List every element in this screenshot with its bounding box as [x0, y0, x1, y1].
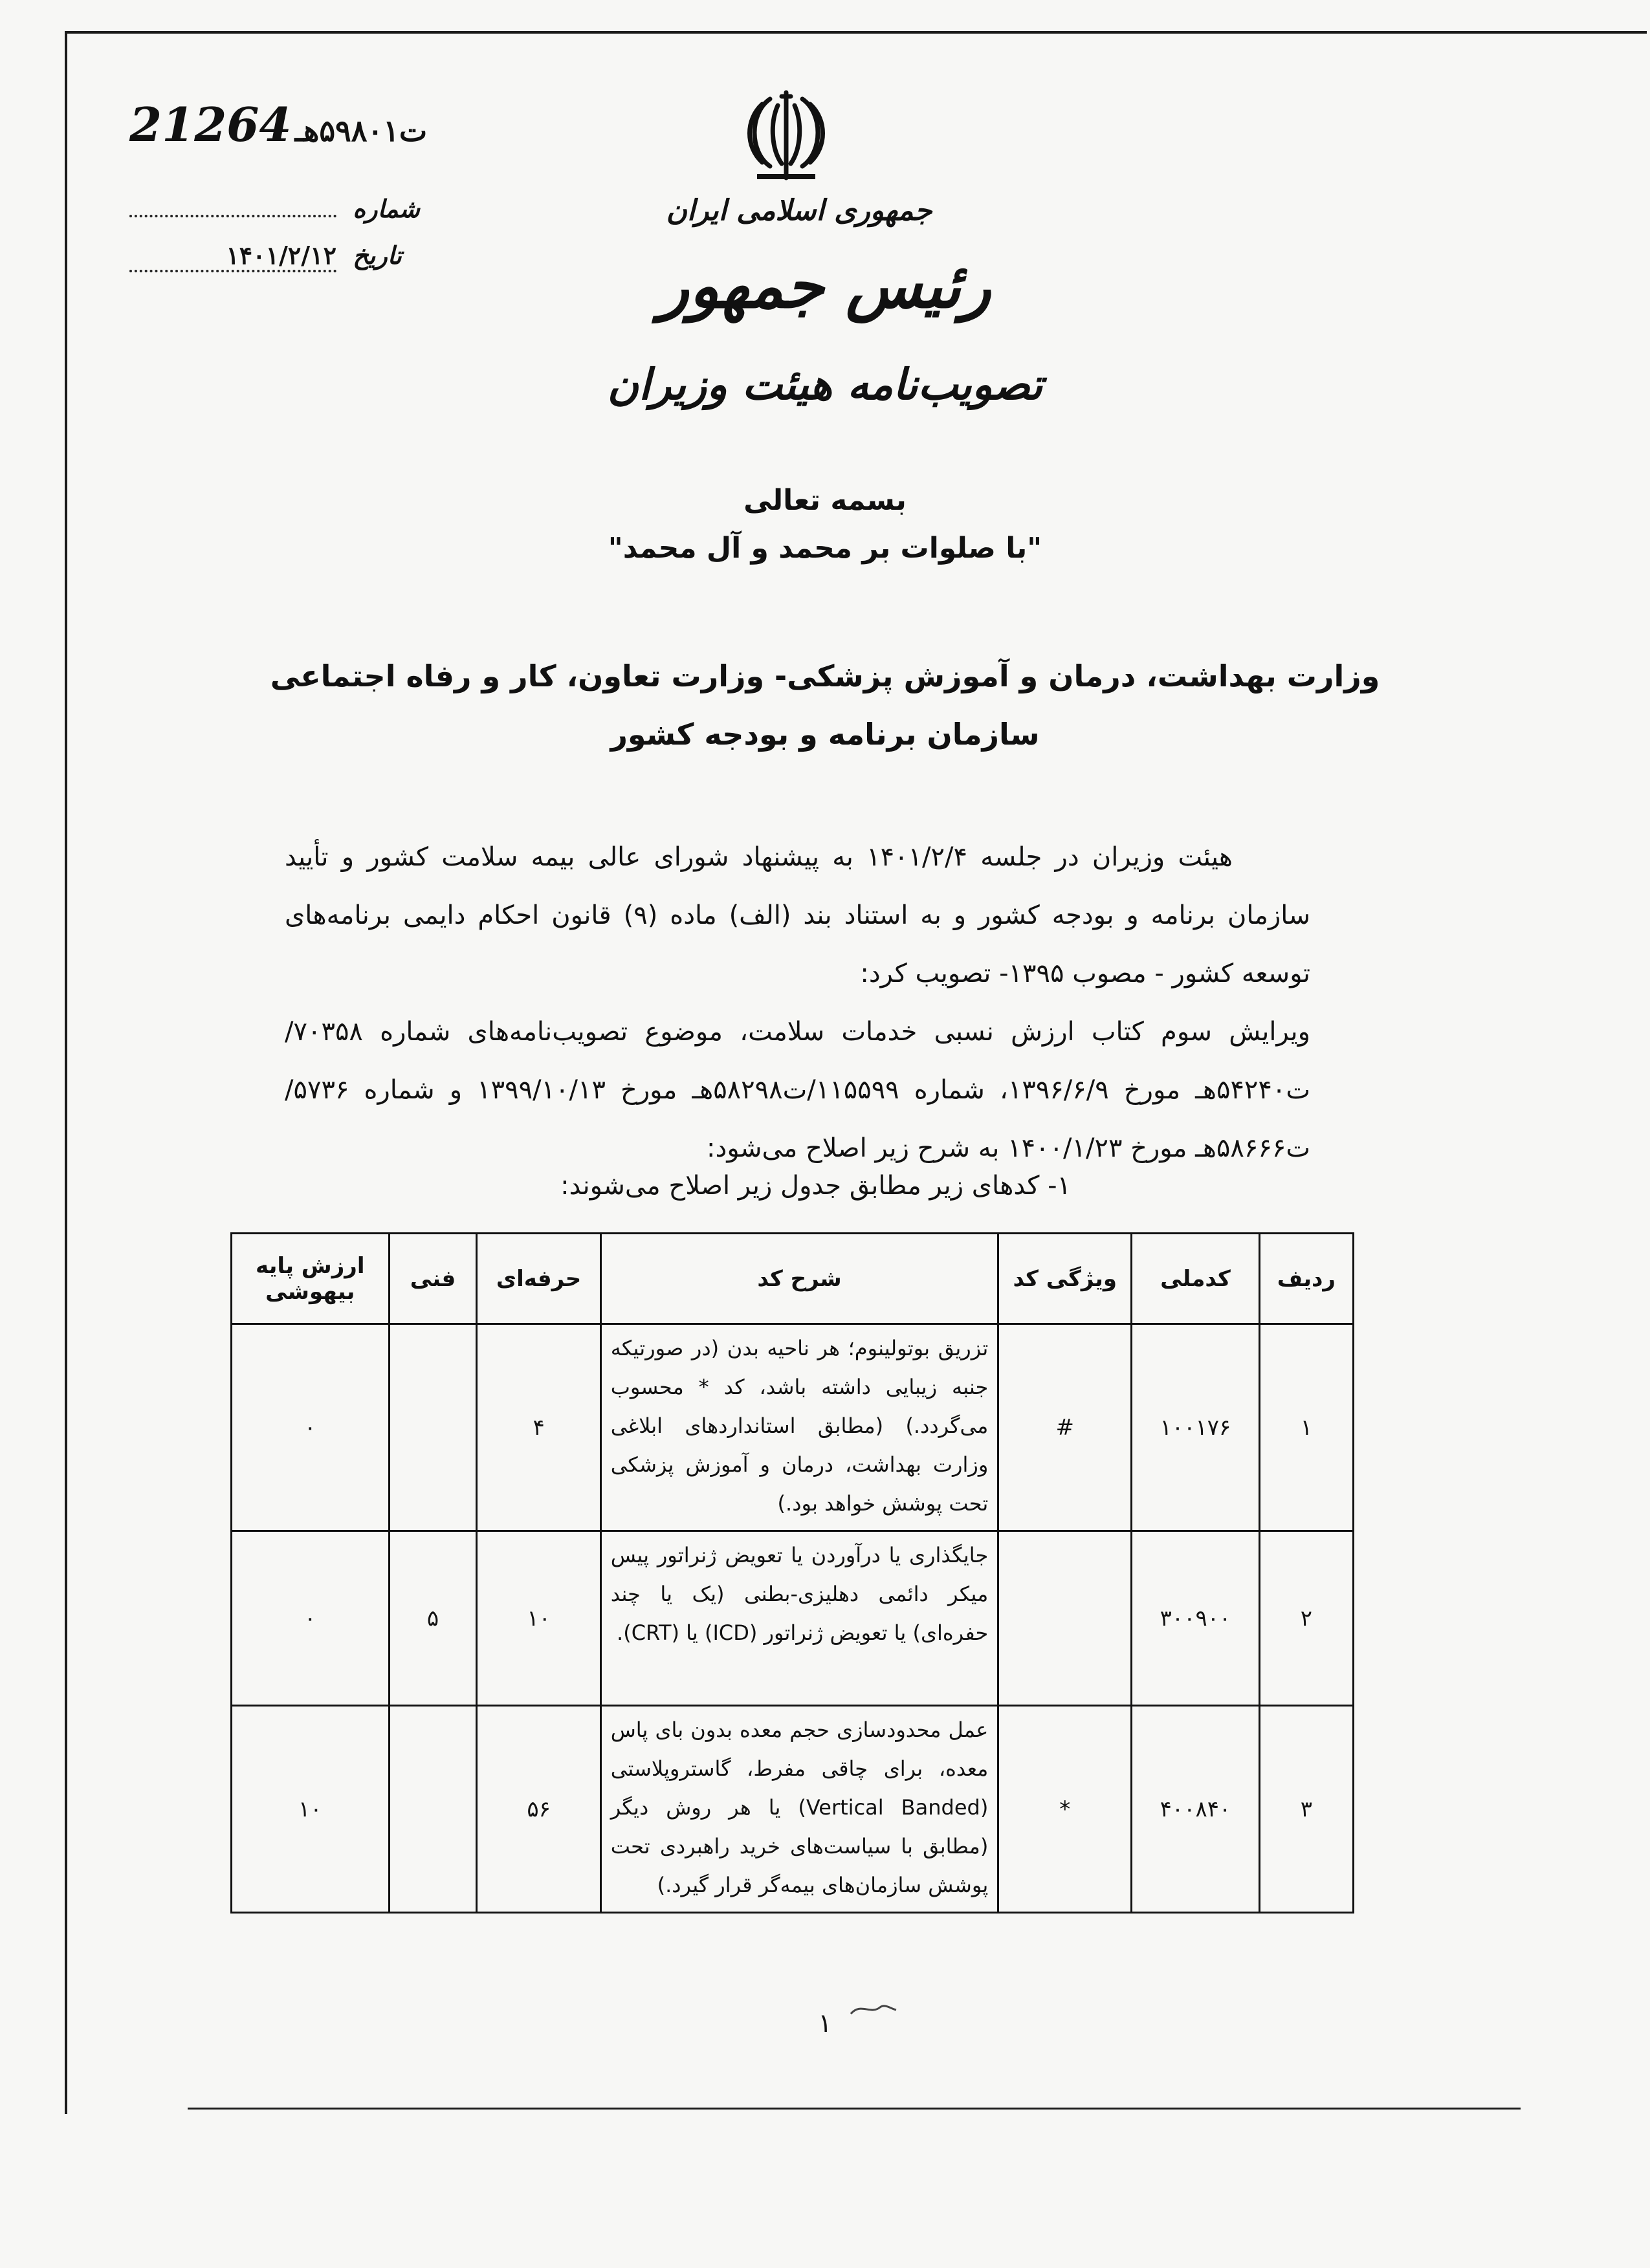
basmala: بسمه تعالی [743, 484, 907, 517]
recipients-line-1: وزارت بهداشت، درمان و آموزش پزشکی- وزارت تعاون، کار و رفاه اجتماعی [270, 659, 1380, 693]
emblem-icon [744, 87, 828, 184]
meta-date-value: ۱۴۰۱/۲/۱۲ [129, 241, 336, 272]
cell-row: ۳ [1259, 1706, 1353, 1913]
body-text [285, 828, 1310, 1177]
col-header-technical: فنی [389, 1234, 477, 1324]
cell-technical: ۵ [389, 1531, 477, 1706]
header-office: رئیس جمهور [659, 249, 991, 322]
cell-technical [389, 1706, 477, 1913]
body-paragraph-1: هیئت وزیران در جلسه ۱۴۰۱/۲/۴ به پیشنهاد شورای عالی بیمه سلامت کشور و تأیید سازمان برنامه و بودجه کشور و به استناد بند (الف) ماده (۹) قانون احکام دایمی برنامه‌های توسعه کشور - مصوب ۱۳۹۵- تصویب کرد: [285, 842, 1310, 988]
codes-table [230, 1232, 1354, 1914]
table-row [232, 1531, 1354, 1706]
col-header-anesthesia: ارزش پایه بیهوشی [232, 1234, 390, 1324]
cell-anesthesia: ۰ [232, 1531, 390, 1706]
page-border-left [65, 31, 67, 2114]
col-header-code-feature: ویژگی کد [998, 1234, 1132, 1324]
cell-description: عمل محدودسازی حجم معده بدون بای پاس معده، برای چاقی مفرط، گاستروپلاستی (Vertical Banded) یا هر روش دیگر (مطابق با سیاست‌های خرید راهبردی تحت پوشش سازمان‌های بیمه‌گر قرار گیرد.) [600, 1706, 998, 1913]
col-header-row: ردیف [1259, 1234, 1353, 1324]
header-country: جمهوری اسلامی ایران [666, 194, 932, 227]
letter-ref-big: 21264 [129, 97, 292, 152]
cell-code-feature: * [998, 1706, 1132, 1913]
col-header-professional: حرفه‌ای [477, 1234, 600, 1324]
cell-anesthesia: ۰ [232, 1324, 390, 1531]
cell-professional: ۴ [477, 1324, 600, 1531]
cell-description: جایگذاری یا درآوردن یا تعویض ژنراتور پیس میکر دائمی دهلیزی-بطنی (یک یا چند حفره‌ای) یا تعویض ژنراتور (ICD) یا (CRT). [600, 1531, 998, 1706]
body-item-1 [285, 1171, 1310, 1201]
cell-code-feature: # [998, 1324, 1132, 1531]
letter-ref-code: ت۵۹۸۰۱هـ [294, 113, 428, 148]
table-row [232, 1324, 1354, 1531]
recipients-line-2: سازمان برنامه و بودجه کشور [610, 717, 1040, 752]
table-header-row [232, 1234, 1354, 1324]
cell-row: ۱ [1259, 1324, 1353, 1531]
letter-ref-number [129, 97, 436, 152]
table-row [232, 1706, 1354, 1913]
cell-anesthesia: ۱۰ [232, 1706, 390, 1913]
cell-national-code: ۳۰۰۹۰۰ [1132, 1531, 1260, 1706]
page-border-top [65, 31, 1647, 34]
header-doc-type: تصویب‌نامه هیئت وزیران [607, 359, 1043, 409]
initials-mark-icon [848, 1996, 899, 2022]
cell-professional: ۱۰ [477, 1531, 600, 1706]
col-header-description: شرح کد [600, 1234, 998, 1324]
cell-description: تزریق بوتولینوم؛ هر ناحیه بدن (در صورتیکه جنبه زیبایی داشته باشد، کد * محسوب می‌گردد.) (مطابق استانداردهای ابلاغی وزارت بهداشت، درمان و آموزش پزشکی تحت پوشش خواهد بود.) [600, 1324, 998, 1531]
cell-professional: ۵۶ [477, 1706, 600, 1913]
body-item-1-text: ۱- کدهای زیر مطابق جدول زیر اصلاح می‌شوند: [560, 1171, 1071, 1201]
cell-technical [389, 1324, 477, 1531]
cell-national-code: ۴۰۰۸۴۰ [1132, 1706, 1260, 1913]
cell-code-feature [998, 1531, 1132, 1706]
col-header-national-code: کدملی [1132, 1234, 1260, 1324]
salawat: "با صلوات بر محمد و آل محمد" [608, 532, 1042, 565]
cell-national-code: ۱۰۰۱۷۶ [1132, 1324, 1260, 1531]
cell-row: ۲ [1259, 1531, 1353, 1706]
body-paragraph-2: ویرایش سوم کتاب ارزش نسبی خدمات سلامت، موضوع تصویب‌نامه‌های شماره ۷۰۳۵۸/ت۵۴۲۴۰هـ مورخ ۱۳۹۶/۶/۹، شماره ۱۱۵۵۹۹/ت۵۸۲۹۸هـ مورخ ۱۳۹۹/۱۰/۱۳ و شماره ۵۷۳۶/ت۵۸۶۶۶هـ مورخ ۱۴۰۰/۱/۲۳ به شرح زیر اصلاح می‌شود: [285, 1017, 1311, 1163]
page-number: ۱ [818, 2009, 832, 2038]
page-border-bottom [188, 2108, 1521, 2110]
meta-number-label: شماره [353, 194, 420, 223]
meta-date-label: تاریخ [353, 241, 402, 270]
